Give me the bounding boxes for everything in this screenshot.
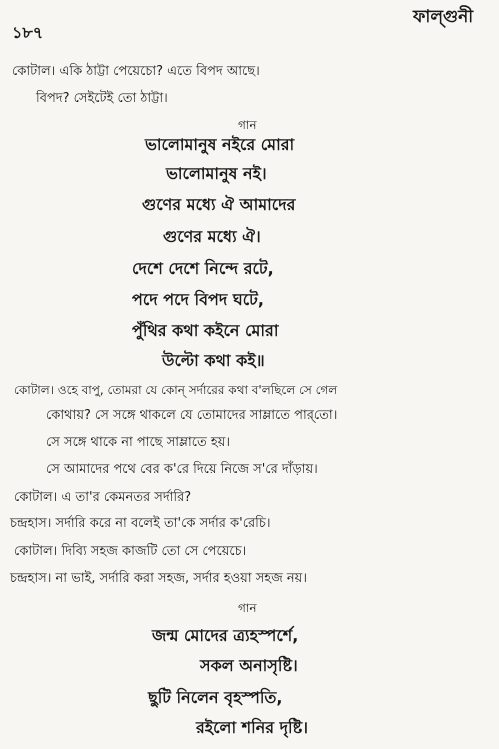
song-line: ভালোমানুষ নইরে মোরা	[145, 135, 295, 154]
song-line: উল্টো কথা কই॥	[162, 351, 265, 370]
song-line: রইলো শনির দৃষ্টি।	[196, 718, 308, 737]
dialogue-line: কোটাল। একি ঠাট্টা পেয়েচো? এতে বিপদ আছে।	[12, 64, 260, 79]
dialogue-line: সে সঙ্গে থাকে না পাছে সাম্লাতে হয়।	[46, 435, 231, 450]
song-line: সকল অনাসৃষ্টি।	[200, 656, 298, 675]
song-line: গুণের মধ্যে ঐ আমাদের	[142, 195, 296, 214]
book-title: ফাল্গুনী	[413, 7, 474, 27]
dialogue-line: কোটাল। দিব্যি সহজ কাজটি তো সে পেয়েচে।	[14, 544, 247, 559]
dialogue-line: চন্দ্রহাস। সর্দারি করে না বলেই তা'কে সর্দার ক'রেচি।	[10, 516, 271, 531]
song-line: ছুটি নিলেন বৃহস্পতি,	[148, 688, 283, 707]
song-line: পুঁথির কথা কইনে মোরা	[132, 321, 279, 340]
song-line: জন্ম মোদের ত্র্যহস্পর্শে,	[152, 626, 299, 645]
song-heading: গান	[238, 118, 257, 132]
song-heading: গান	[238, 601, 257, 615]
dialogue-line: বিপদ? সেইটেই তো ঠাট্টা।	[36, 91, 168, 106]
song-line: গুণের মধ্যে ঐ।	[163, 227, 261, 246]
dialogue-line: কোথায়? সে সঙ্গে থাকলে যে তোমাদের সাম্লাতে পার্‌তো।	[46, 408, 338, 423]
dialogue-line: কোটাল। ওহে বাপু, তোমরা যে কোন্ সর্দারের কথা ব'লছিলে সে গেল	[14, 383, 338, 397]
song-line: ভালোমানুষ নই।	[166, 164, 267, 183]
dialogue-line: চন্দ্রহাস। না ভাই, সর্দারি করা সহজ, সর্দার হওয়া সহজ নয়।	[10, 571, 307, 586]
song-line: দেশে দেশে নিন্দে রটে,	[132, 259, 274, 278]
dialogue-line: কোটাল। এ তা'র কেমনতর সর্দারি?	[14, 490, 192, 505]
page-number: ১৮৭	[12, 23, 44, 42]
song-line: পদে পদে বিপদ ঘটে,	[132, 290, 264, 309]
dialogue-line: সে আমাদের পথে বের ক'রে দিয়ে নিজে স'রে দাঁড়ায়।	[46, 462, 318, 477]
